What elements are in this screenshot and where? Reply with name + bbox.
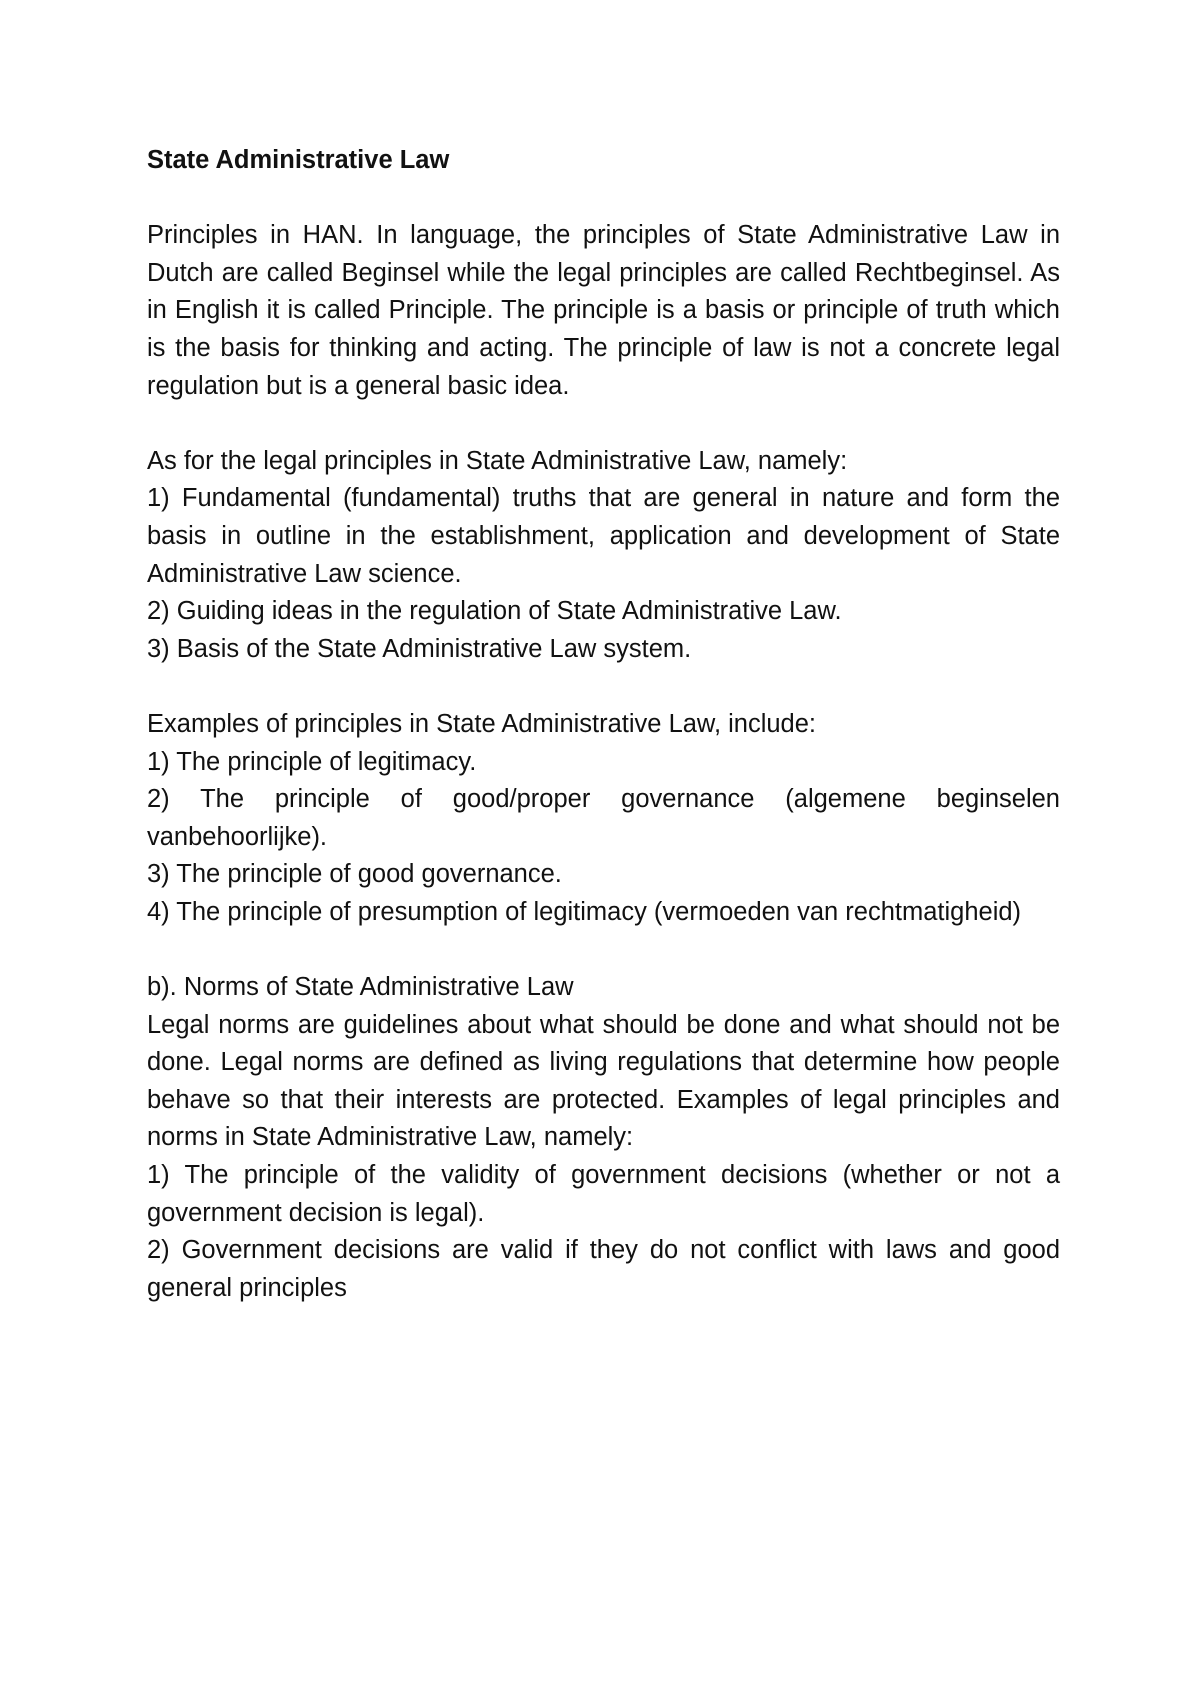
list-item: 2) The principle of good/proper governance (algemene beginselen vanbehoorlijke).	[147, 785, 1060, 851]
list-item: 3) Basis of the State Administrative Law system.	[147, 634, 692, 663]
document-title: State Administrative Law	[147, 146, 450, 174]
spacer	[147, 668, 1060, 706]
spacer	[147, 405, 1060, 443]
norms-heading: b). Norms of State Administrative Law	[147, 973, 574, 1002]
document-page	[147, 142, 1060, 1307]
list-item: 2) Government decisions are valid if they do not conflict with laws and good general principles	[147, 1236, 1060, 1302]
list-item: 1) The principle of the validity of government decisions (whether or not a government decision is legal).	[147, 1161, 1060, 1227]
list-item: 3) The principle of good governance.	[147, 860, 562, 889]
examples-heading: Examples of principles in State Administrative Law, include:	[147, 709, 817, 738]
norms-paragraph: Legal norms are guidelines about what should be done and what should not be done. Legal norms are defined as living regulations that determine how people behave so that their interests are protected. Examples of legal principles and norms in State Administrative Law, namely:	[147, 1010, 1060, 1152]
list-item: 1) Fundamental (fundamental) truths that are general in nature and form the basis in outline in the establishment, application and development of State Administrative Law science.	[147, 484, 1060, 588]
spacer	[147, 931, 1060, 969]
list-item: 4) The principle of presumption of legitimacy (vermoeden van rechtmatigheid)	[147, 897, 1022, 926]
intro-paragraph: Principles in HAN. In language, the principles of State Administrative Law in Dutch are called Beginsel while the legal principles are called Rechtbeginsel. As in English it is called Principle. The principle is a basis or principle of truth which is the basis for thinking and acting. The principle of law is not a concrete legal regulation but is a general basic idea.	[147, 221, 1060, 400]
list-item: 2) Guiding ideas in the regulation of State Administrative Law.	[147, 597, 842, 626]
legal-principles-heading: As for the legal principles in State Administrative Law, namely:	[147, 446, 848, 475]
list-item: 1) The principle of legitimacy.	[147, 747, 477, 776]
